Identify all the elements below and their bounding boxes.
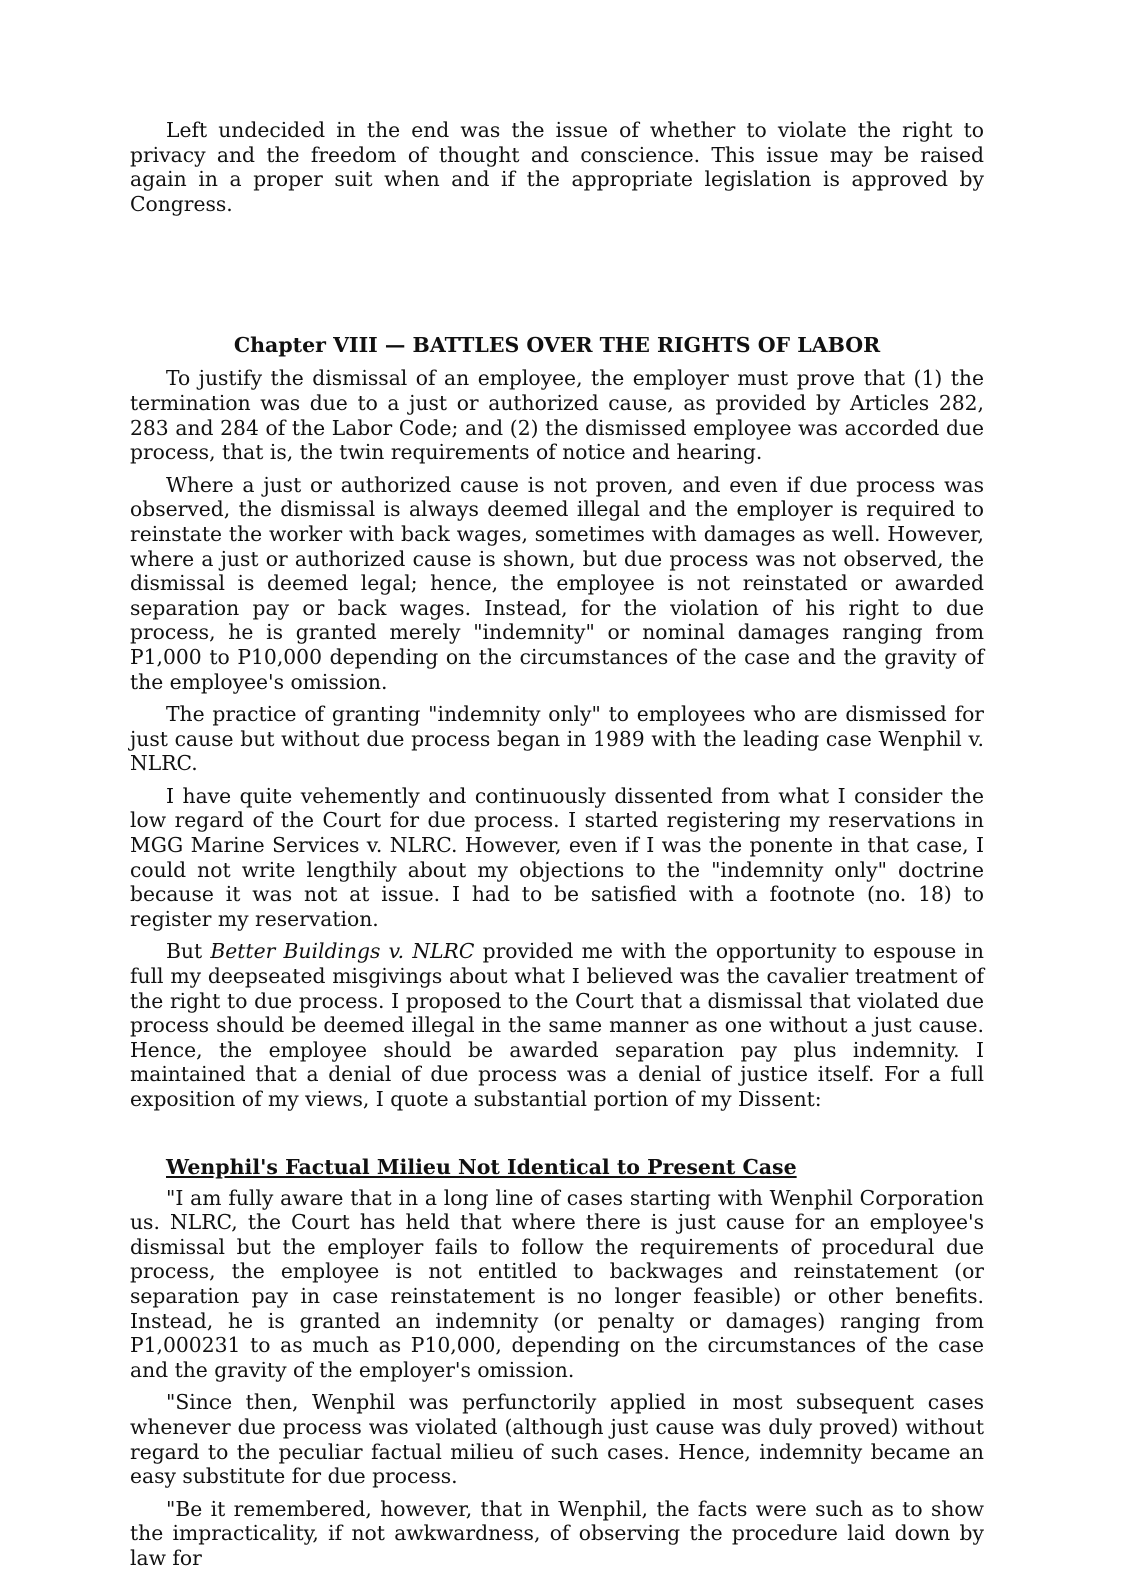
section-spacer [130, 224, 984, 332]
paragraph-rest: provided me with the opportunity to espouse in full my deepseated misgivings about what I believed was the cavalier treatment of the right to due process. I proposed to the Court that a dismissal that violated due process should be deemed illegal in the same manner as one without a just cause. Hence, the employee should be awarded separation pay plus indemnity. I maintained that a denial of due process was a denial of justice itself. For a full exposition of my views, I quote a substantial portion of my Dissent: [130, 939, 984, 1111]
better-buildings-paragraph [130, 939, 984, 1111]
chapter-paragraph: The practice of granting "indemnity only" to employees who are dismissed for just cause but without due process began in 1989 with the leading case Wenphil v. NLRC. [130, 702, 984, 776]
document-page [130, 118, 984, 1579]
chapter-title: Chapter VIII — BATTLES OVER THE RIGHTS OF LABOR [233, 333, 881, 358]
section-spacer [130, 1120, 984, 1154]
chapter-paragraph: I have quite vehemently and continuously dissented from what I consider the low regard of the Court for due process. I started registering my reservations in MGG Marine Services v. NLRC. However, even if I was the ponente in that case, I could not write lengthily about my objections to the "indemnity only" doctrine because it was not at issue. I had to be satisfied with a footnote (no. 18) to register my reservation. [130, 783, 984, 931]
chapter-paragraph: To justify the dismissal of an employee, the employer must prove that (1) the termination was due to a just or authorized cause, as provided by Articles 282, 283 and 284 of the Labor Code; and (2) the dismissed employee was accorded due process, that is, the twin requirements of notice and hearing. [130, 366, 984, 465]
section-paragraph: "I am fully aware that in a long line of cases starting with Wenphil Corporation us. NLRC, the Court has held that where there is just cause for an employee's dismissal but the employer fails to follow the requirements of procedural due process, the employee is not entitled to backwages and reinstatement (or separation pay in case reinstatement is no longer feasible) or other benefits. Instead, he is granted an indemnity (or penalty or damages) ranging from P1,000231 to as much as P10,000, depending on the circumstances of the case and the gravity of the employer's omission. [130, 1185, 984, 1382]
case-name: Better Buildings v. NLRC [210, 939, 475, 964]
section-paragraph: "Since then, Wenphil was perfunctorily applied in most subsequent cases whenever due process was violated (although just cause was duly proved) without regard to the peculiar factual milieu of such cases. Hence, indemnity became an easy substitute for due process. [130, 1390, 984, 1489]
intro-paragraph: Left undecided in the end was the issue of whether to violate the right to privacy and the freedom of thought and conscience. This issue may be raised again in a proper suit when and if the appropriate legislation is approved by Congress. [130, 118, 984, 216]
section-heading: Wenphil's Factual Milieu Not Identical to Present Case [166, 1154, 797, 1179]
section-paragraph: "Be it remembered, however, that in Wenphil, the facts were such as to show the impracticality, if not awkwardness, of observing the procedure laid down by law for [130, 1496, 984, 1570]
paragraph-lead: But [166, 939, 211, 964]
chapter-paragraph: Where a just or authorized cause is not proven, and even if due process was observed, the dismissal is always deemed illegal and the employer is required to reinstate the worker with back wages, sometimes with damages as well. However, where a just or authorized cause is shown, but due process was not observed, the dismissal is deemed legal; hence, the employee is not reinstated or awarded separation pay or back wages. Instead, for the violation of his right to due process, he is granted merely "indemnity" or nominal damages ranging from P1,000 to P10,000 depending on the circumstances of the case and the gravity of the employee's omission. [130, 472, 984, 694]
